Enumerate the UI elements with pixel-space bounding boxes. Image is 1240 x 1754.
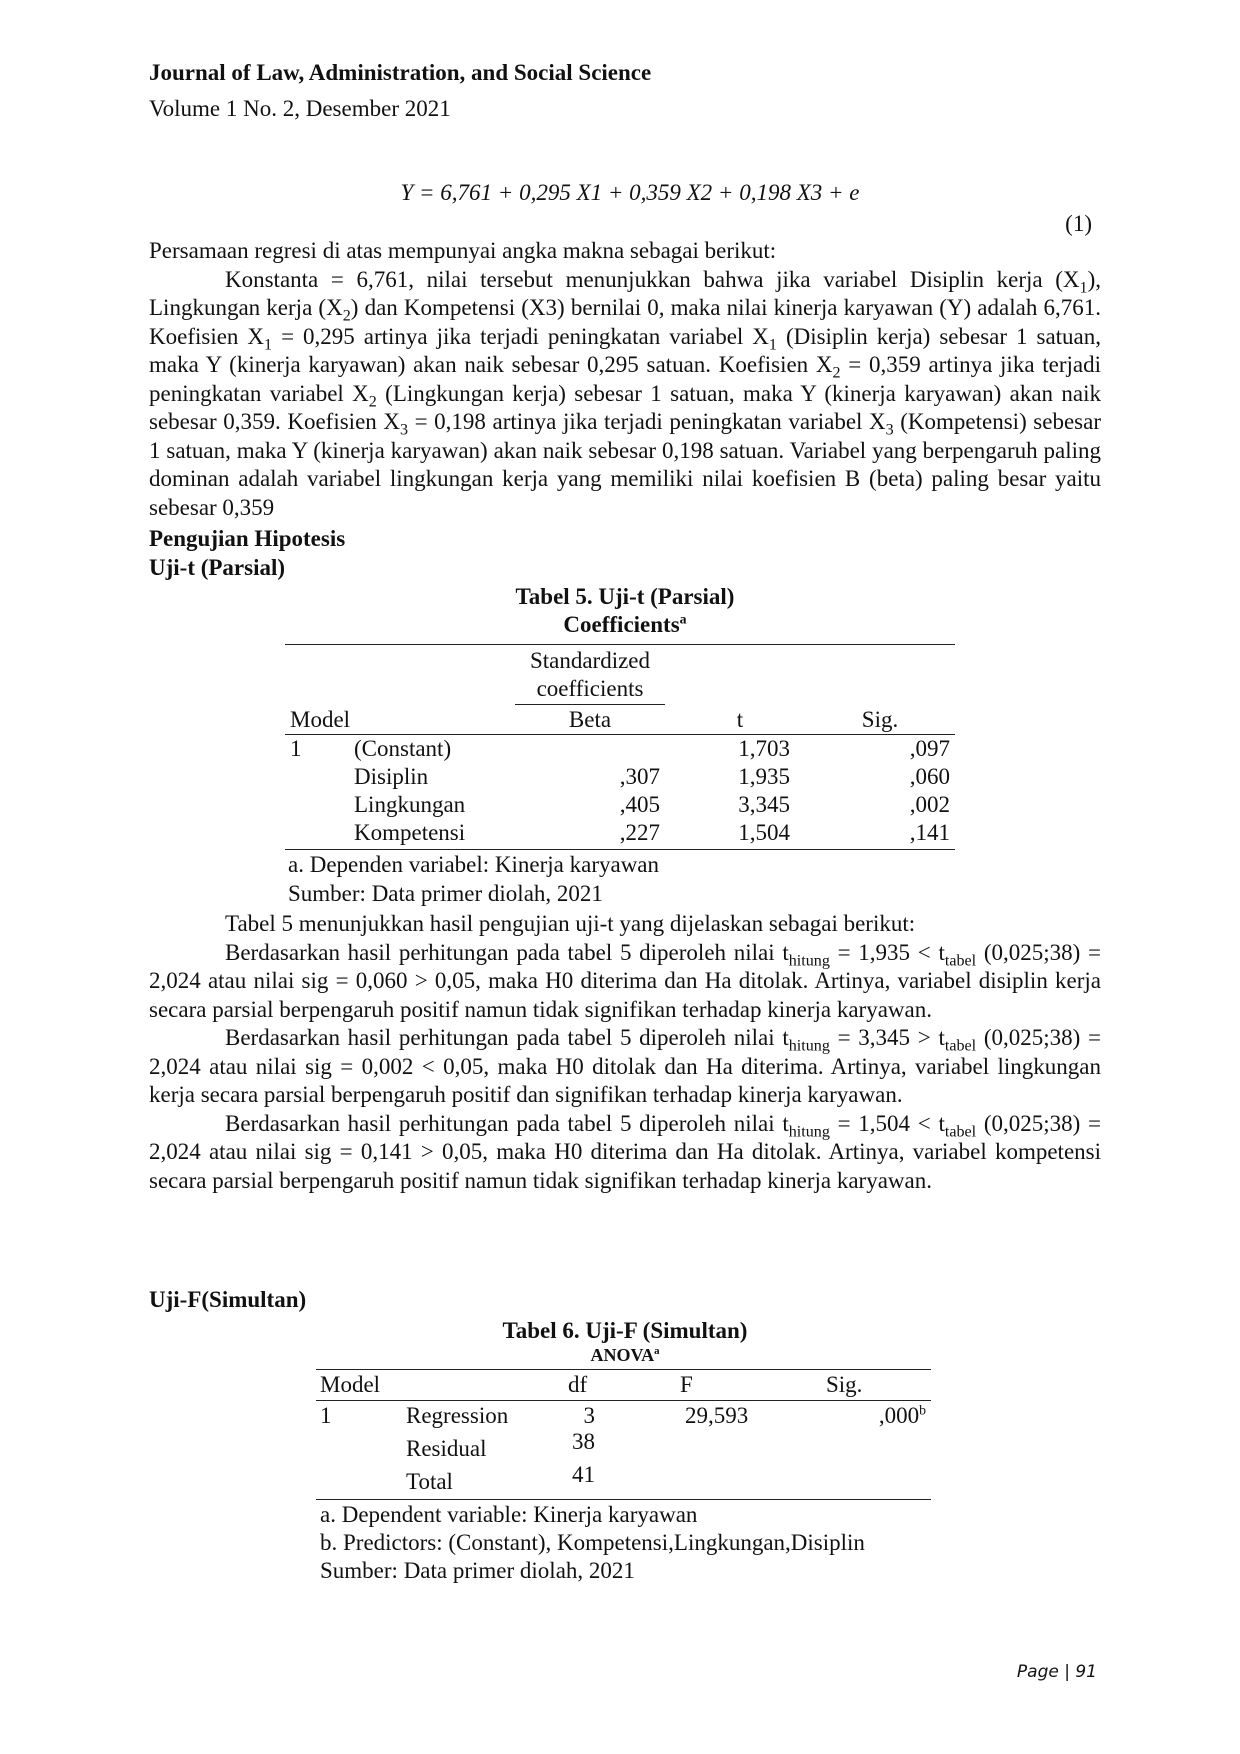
- table5-bottom-rule: [285, 849, 955, 850]
- t-test-item-kompetensi: Berdasarkan hasil perhitungan pada tabel 5 diperoleh nilai $t_{hitung} = 1,504 < t_{tabel}$ (0,025;38) = 2,024 atau nilai sig = 0,141 > 0,05, maka H0 diterima dan Ha ditolak. Artinya, variabel kompetensi secara parsial berpengaruh positif namun tidak signifikan terhadap kinerja karyawan.: [149, 1110, 1101, 1193]
- table6-header-f: F: [680, 1372, 693, 1397]
- table5-title: Tabel 5. Uji-t (Parsial): [515, 584, 735, 609]
- table6-note-a: a. Dependent variable: Kinerja karyawan: [320, 1502, 698, 1527]
- table6-header-rule: [316, 1400, 931, 1401]
- table5-group-header-line2: coefficients: [536, 676, 644, 701]
- table5-header-rule: [285, 734, 955, 735]
- table6-title: Tabel 6. Uji-F (Simultan): [502, 1318, 748, 1343]
- regression-paragraph: Konstanta = 6,761, nilai tersebut menunjukkan bahwa jika variabel Disiplin kerja $(X_1)$, Lingkungan kerja $(X_2)$ dan Kompetensi (X3) bernilai 0, maka nilai kinerja karyawan (Y) adalah 6,761. Koefisien $X_1 = 0,295$ artinya jika terjadi peningkatan variabel $X_1$ (Disiplin kerja) sebesar 1 satuan, maka Y (kinerja karyawan) akan naik sebesar 0,295 satuan. Koefisien $X_2 = 0,359$ artinya jika terjadi peningkatan variabel $X_2$ (Lingkungan kerja) sebesar 1 satuan, maka Y (kinerja karyawan) akan naik sebesar 0,359. Koefisien $X_3 = 0,198$ artinya jika terjadi peningkatan variabel $X_3$ (Kompetensi) sebesar 1 satuan, maka Y (kinerja karyawan) akan naik sebesar 0,198 satuan. Variabel yang berpengaruh paling dominan adalah variabel lingkungan kerja yang memiliki nilai koefisien B (beta) paling besar yaitu sebesar 0,359: [149, 266, 1102, 520]
- table6-subtitle: ANOVA$^a$: [590, 1345, 660, 1365]
- regression-intro: Persamaan regresi di atas mempunyai angka makna sebagai berikut:: [149, 238, 777, 263]
- table5-group-rule: [515, 704, 665, 705]
- journal-title: Journal of Law, Administration, and Social Science: [149, 60, 652, 85]
- table6-bottom-rule: [316, 1499, 931, 1500]
- table6-header-model: Model: [320, 1372, 381, 1397]
- table5-header-sig: Sig.: [861, 707, 899, 732]
- table5-group-header-line1: Standardized: [529, 648, 651, 673]
- table5-subtitle: Coefficients$^a$: [563, 611, 687, 637]
- t-test-discussion: [149, 910, 1101, 1195]
- table5-source: Sumber: Data primer diolah, 2021: [288, 881, 603, 906]
- table6-note-b: b. Predictors: (Constant), Kompetensi,Lingkungan,Disiplin: [320, 1530, 865, 1555]
- heading-t-test: Uji-t (Parsial): [149, 555, 286, 580]
- table5-header-t: t: [736, 707, 744, 732]
- journal-volume: Volume 1 No. 2, Desember 2021: [149, 96, 451, 121]
- heading-hypothesis-testing: Pengujian Hipotesis: [149, 526, 346, 551]
- table6-header-sig: Sig.: [826, 1372, 863, 1397]
- page-number: Page | 91: [1016, 1662, 1097, 1682]
- table5-header-beta: Beta: [568, 707, 612, 732]
- table5-top-rule: [285, 644, 955, 645]
- table5-header-model: Model: [290, 707, 351, 732]
- table6-source: Sumber: Data primer diolah, 2021: [320, 1558, 635, 1583]
- heading-f-test: Uji-F(Simultan): [149, 1287, 307, 1312]
- equation-number: (1): [1065, 211, 1092, 236]
- table6-top-rule: [316, 1369, 931, 1370]
- regression-explanation: [149, 237, 1101, 522]
- t-test-item-lingkungan: Berdasarkan hasil perhitungan pada tabel 5 diperoleh nilai $t_{hitung} = 3,345 > t_{tabel}$ (0,025;38) = 2,024 atau nilai sig = 0,002 < 0,05, maka H0 ditolak dan Ha diterima. Artinya, variabel lingkungan kerja secara parsial berpengaruh positif dan signifikan terhadap kinerja karyawan.: [149, 1025, 1101, 1107]
- table6-header-df: df: [568, 1372, 588, 1397]
- t-test-item-disiplin: Berdasarkan hasil perhitungan pada tabel 5 diperoleh nilai $t_{hitung} = 1,935 < t_{tabel}$ (0,025;38) = 2,024 atau nilai sig = 0,060 > 0,05, maka H0 diterima dan Ha ditolak. Artinya, variabel disiplin kerja secara parsial berpengaruh positif namun tidak signifikan terhadap kinerja karyawan.: [149, 939, 1101, 1022]
- table5-note-a: a. Dependen variabel: Kinerja karyawan: [288, 852, 660, 877]
- regression-equation: Y = 6,761 + 0,295 X1 + 0,359 X2 + 0,198 X3 + e: [400, 180, 860, 205]
- t-test-intro: Tabel 5 menunjukkan hasil pengujian uji-t yang dijelaskan sebagai berikut:: [225, 911, 916, 936]
